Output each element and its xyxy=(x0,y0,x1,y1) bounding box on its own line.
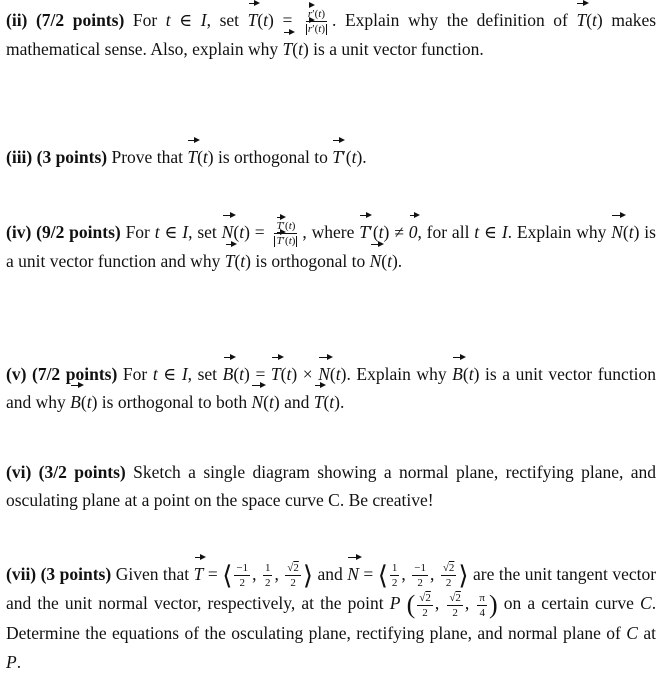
problem-iii: (iii) (3 points) Prove that T(t) is orthogonal to T′(t). xyxy=(6,143,656,171)
problem-vi-label: (vi) (3/2 points) xyxy=(6,462,126,482)
problem-vii: (vii) (3 points) Given that T = ⟨ $\frac{-1}{2}$ , $\frac{1}{2}$ , $\frac{√2}{2}$ ⟩ and N = ⟨ $\frac{1}{2}$ , $\frac{-1}{2}$ , $\frac{√2}{2}$ ⟩ are the unit tangent vector and the unit normal vector, respectively, at the point P ( $\frac{√2}{2}$ , $\frac{√2}{2}$ , $\frac{\pi}{4}$ ) on a certain curve C. Determine the equations of the osculating plane, rectifying plane, and normal plane of C at P. xyxy=(6,560,657,672)
problem-vi: (vi) (3/2 points) Sketch a single diagram showing a normal plane, rectifying plane, and osculating plane at a point on the space curve C. Be creative! xyxy=(6,462,656,510)
problem-ii: (ii) (7/2 points) For t ∈ I, set T(t) = $\frac{r'(t)}{r'(t)}$ . Explain why the definition of T(t) makes mathematical sense. Also, explain why T(t) is a unit vector function. xyxy=(6,6,656,63)
problem-v: (v) (7/2 points) For t ∈ I, set B(t) = T(t) × N(t). Explain why B(t) is a unit vector function and why B(t) is orthogonal to both N(t) and T(t). xyxy=(6,360,656,416)
problem-ii-label: (ii) (7/2 points) xyxy=(6,10,125,30)
problem-iv-label: (iv) (9/2 points) xyxy=(6,222,121,242)
problem-vii-label: (vii) (3 points) xyxy=(6,564,112,584)
fraction-t-prime: $\frac{T'(t)}{T'(t)}$ xyxy=(276,220,296,248)
fraction-r-prime: $\frac{r'(t)}{r'(t)}$ xyxy=(307,8,326,36)
problem-v-label: (v) (7/2 points) xyxy=(6,364,118,384)
problem-iii-label: (iii) (3 points) xyxy=(6,147,108,167)
problem-iv: (iv) (9/2 points) For t ∈ I, set N(t) = $\frac{T'(t)}{T'(t)}$ , where T′(t) ≠ 0, for all t ∈ I. Explain why N(t) is a unit vector function and why T(t) is orthogonal to N(t). xyxy=(6,218,656,275)
